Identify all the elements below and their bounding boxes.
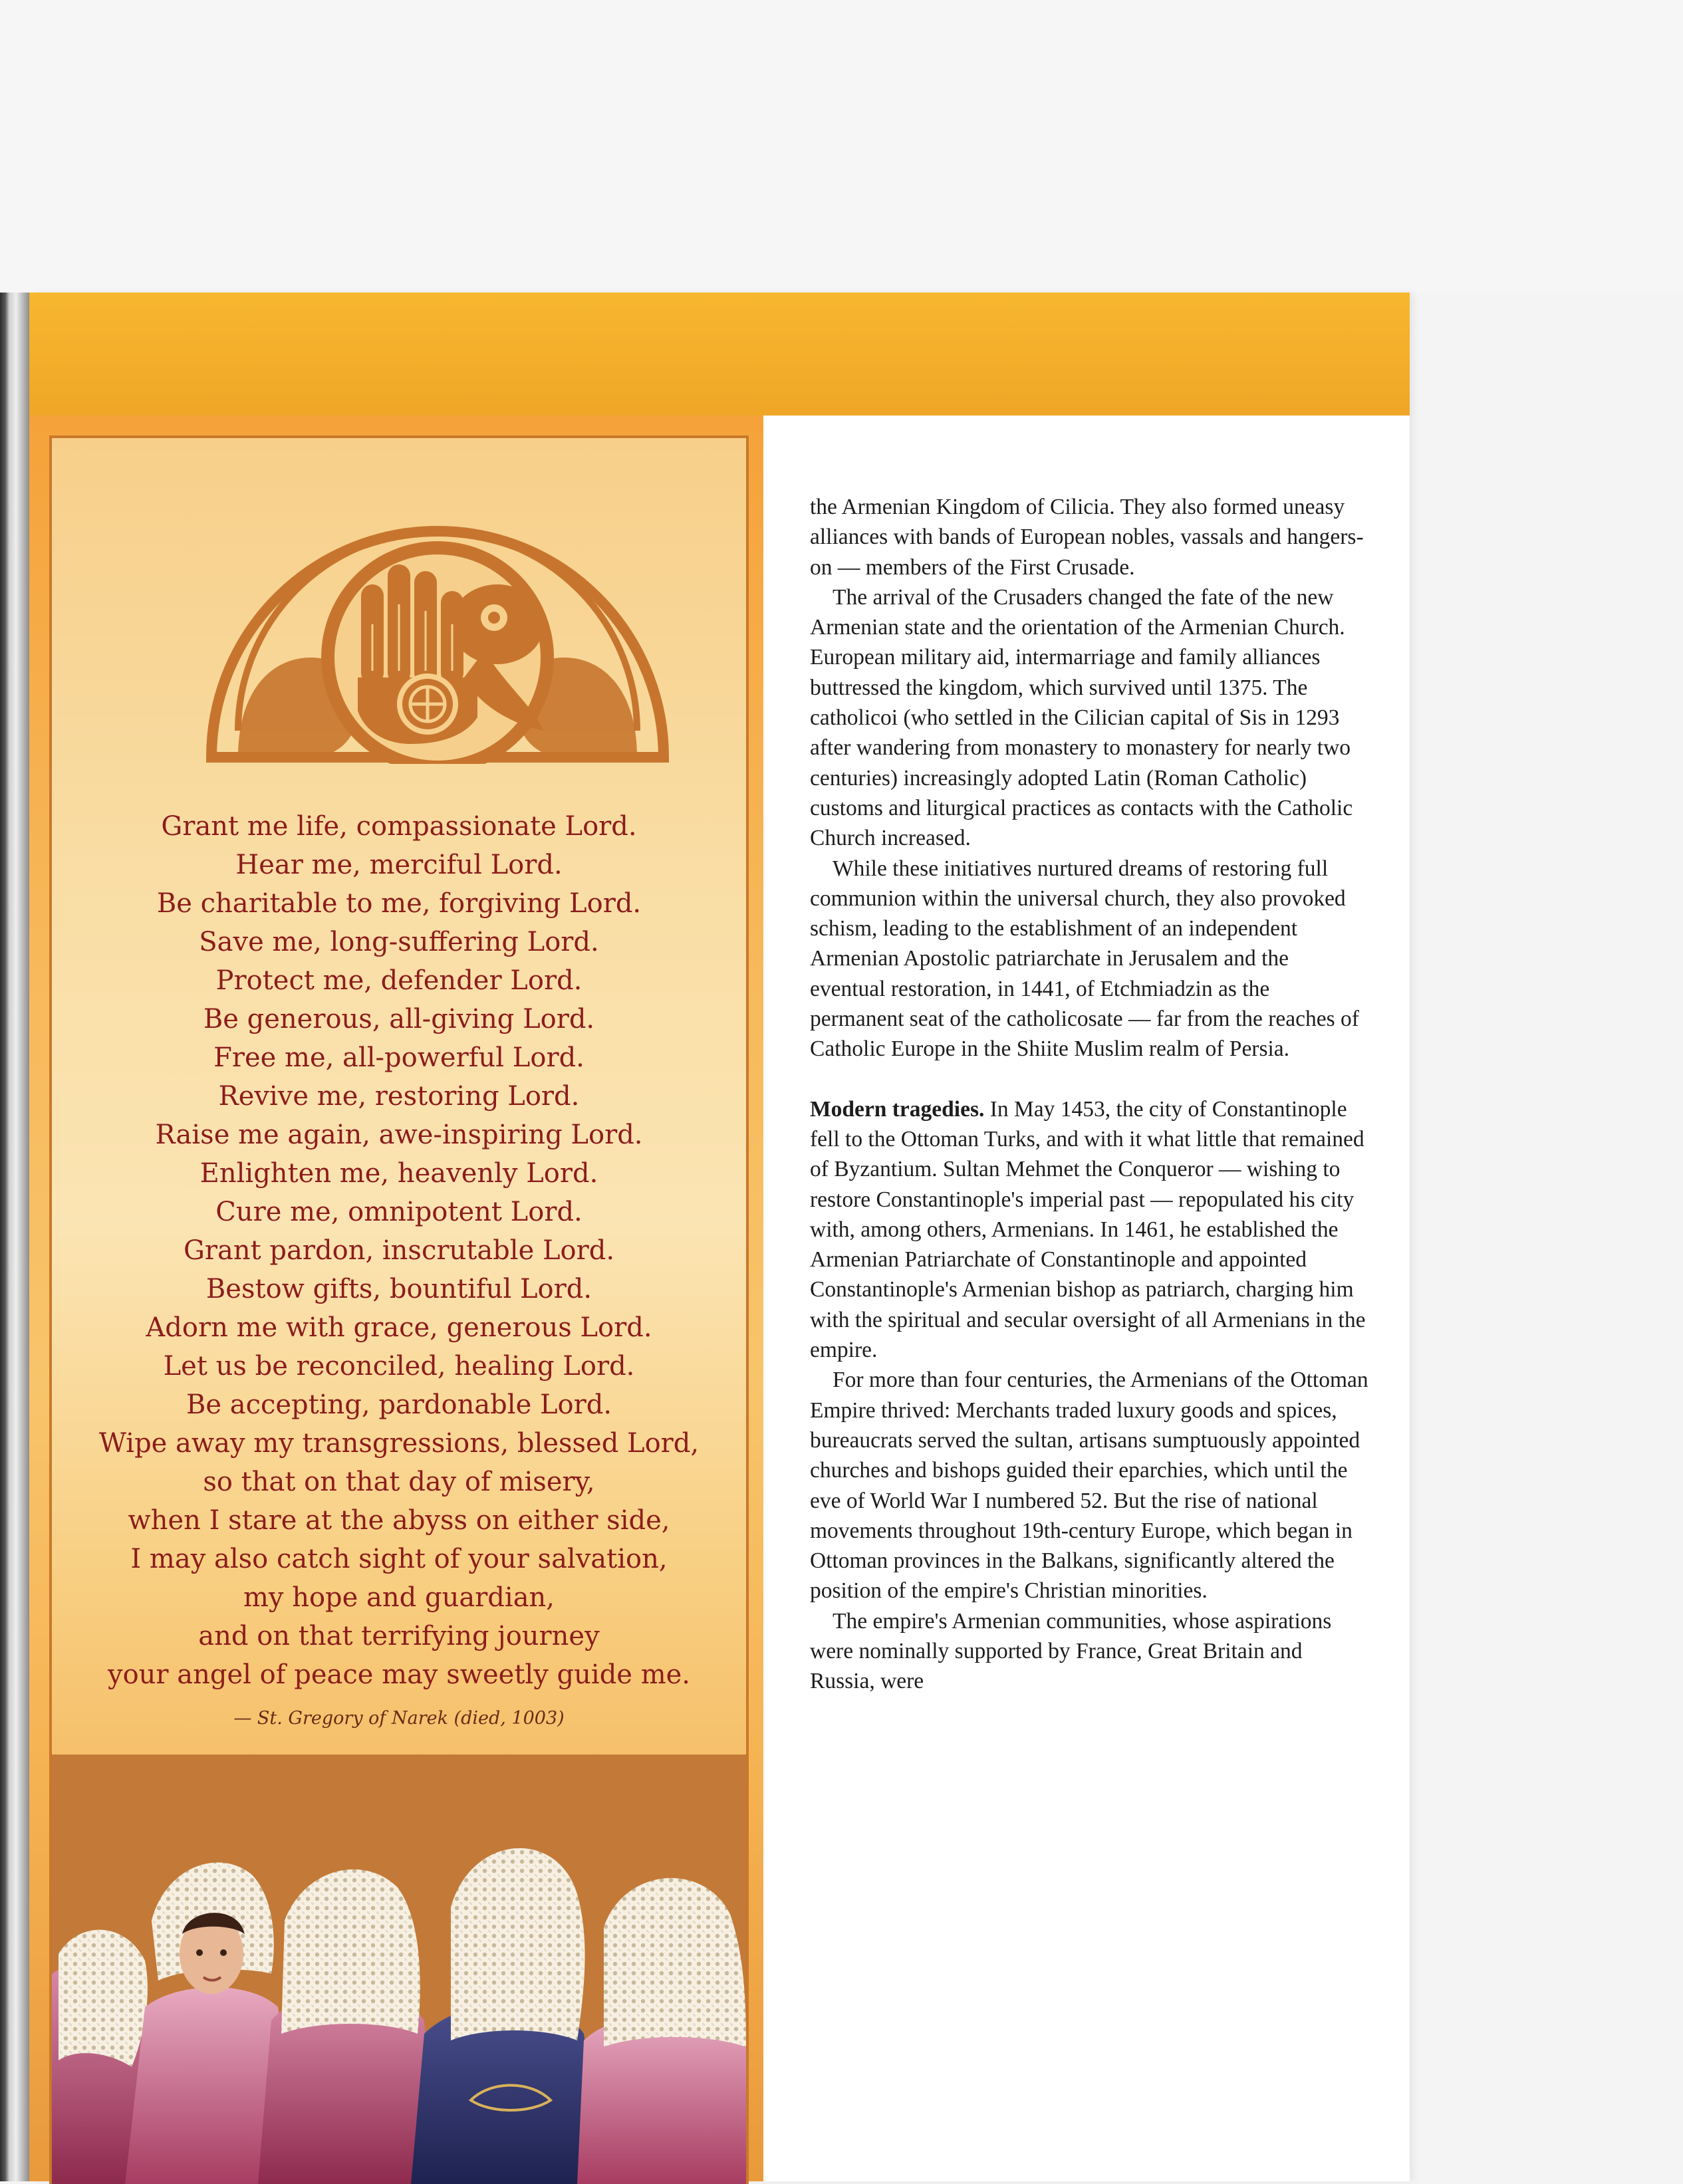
prayer-line: Free me, all-powerful Lord. xyxy=(213,1042,584,1073)
veiled-girls-photo xyxy=(52,1755,746,2184)
article-paragraph: For more than four centuries, the Armenians of the Ottoman Empire thrived: Merchants traded luxury goods and spices, bureaucrats served the sultan, artisans sumptuously appointed churches and bishops guided their eparchies, which until the eve of World War I numbered 52. But the rise of national movements throughout 19th-century Europe, which began in Ottoman provinces in the Balkans, significantly altered the position of the empire's Christian minorities. xyxy=(810,1368,1368,1604)
article-paragraph: While these initiatives nurtured dreams of restoring full communion within the universal church, they also provoked schism, leading to the establishment of an independent Armenian Apostolic patriarchate in Jerusalem and the eventual restoration, in 1441, of Etchmiadzin as the permanent seat of the catholicosate — far from the reaches of Catholic Europe in the Shiite Muslim realm of Persia. xyxy=(810,856,1359,1062)
prayer-line: Cure me, omnipotent Lord. xyxy=(215,1197,583,1227)
prayer-line: Be accepting, pardonable Lord. xyxy=(186,1390,612,1420)
prayer-line: so that on that day of misery, xyxy=(203,1467,595,1497)
prayer-line: my hope and guardian, xyxy=(243,1582,555,1613)
article-paragraph: The empire's Armenian communities, whose aspirations were nominally supported by France, Great Britain and Russia, were xyxy=(810,1608,1332,1694)
article-paragraph xyxy=(810,1094,1368,1366)
article-column xyxy=(810,492,1368,1697)
prayer-line: your angel of peace may sweetly guide me. xyxy=(107,1659,691,1690)
armenian-hand-dove-emblem-icon xyxy=(198,491,677,764)
prayer-line: Bestow gifts, bountiful Lord. xyxy=(205,1274,592,1304)
article-paragraph: The arrival of the Crusaders changed the fate of the new Armenian state and the orientation of the Armenian Church. European military aid, intermarriage and family alliances buttressed the kingdom, which survived until 1375. The catholicoi (who settled in the Cilician capital of Sis in 1293 after wandering from monastery to monastery for nearly two centuries) increasingly adopted Latin (Roman Catholic) customs and liturgical practices as contacts with the Catholic Church increased. xyxy=(810,584,1353,851)
prayer-line: Enlighten me, heavenly Lord. xyxy=(199,1158,598,1189)
prayer-attribution: — St. Gregory of Narek (died, 1003) xyxy=(233,1708,565,1729)
scan-background xyxy=(0,0,1683,293)
prayer-line: when I stare at the abyss on either side, xyxy=(128,1505,670,1536)
prayer-line: Let us be reconciled, healing Lord. xyxy=(163,1351,635,1382)
prayer-line: and on that terrifying journey xyxy=(198,1621,600,1651)
prayer-line: Be generous, all-giving Lord. xyxy=(203,1004,595,1034)
prayer-line: I may also catch sight of your salvation, xyxy=(130,1544,668,1574)
top-color-band xyxy=(29,293,1410,416)
prayer-line: Wipe away my transgressions, blessed Lord, xyxy=(98,1428,700,1459)
article-paragraph: the Armenian Kingdom of Cilicia. They also formed uneasy alliances with bands of European nobles, vassals and hangers-on — members of the First Crusade. xyxy=(810,495,1364,580)
prayer-line: Adorn me with grace, generous Lord. xyxy=(146,1312,652,1343)
magazine-page xyxy=(29,293,1410,2181)
prayer-line: Revive me, restoring Lord. xyxy=(218,1081,580,1112)
section-text: In May 1453, the city of Constantinople fell to the Ottoman Turks, and with it what little that remained of Byzantium. Sultan Mehmet the Conqueror — wishing to restore Constantinople's imperial past — repopulated his city with, among others, Armenians. In 1461, he established the Armenian Patriarchate of Constantinople and appointed Constantinople's Armenian bishop as patriarch, charging him with the spiritual and secular oversight of all Armenians in the empire. xyxy=(810,1096,1366,1363)
prayer-frame xyxy=(49,435,749,2184)
section-heading: Modern tragedies. xyxy=(810,1096,985,1122)
magazine-spine xyxy=(0,293,29,2181)
prayer-line: Grant me life, compassionate Lord. xyxy=(161,811,637,842)
prayer-line: Raise me again, awe-inspiring Lord. xyxy=(155,1120,643,1150)
prayer-line: Grant pardon, inscrutable Lord. xyxy=(183,1235,615,1266)
prayer-line: Be charitable to me, forgiving Lord. xyxy=(156,888,642,919)
prayer-line: Save me, long-suffering Lord. xyxy=(199,927,599,957)
prayer-line: Hear me, merciful Lord. xyxy=(235,850,563,880)
prayer-lines xyxy=(59,807,739,1694)
prayer-sidebar xyxy=(29,416,763,2181)
prayer-line: Protect me, defender Lord. xyxy=(215,965,583,996)
